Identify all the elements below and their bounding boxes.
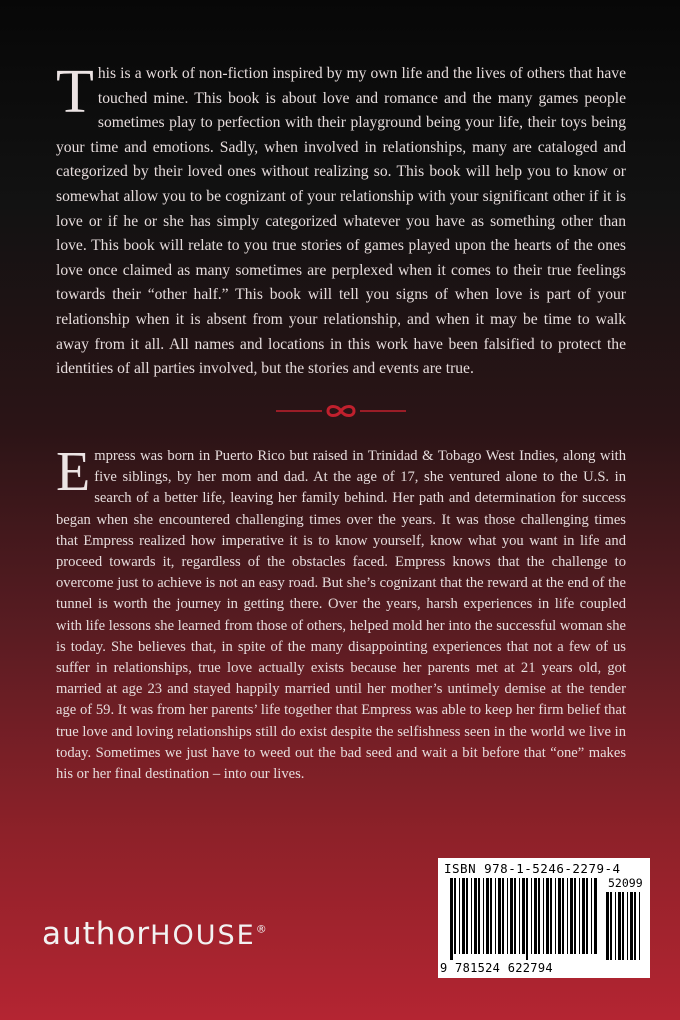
barcode-bar — [579, 878, 580, 954]
barcode-bar — [555, 878, 556, 954]
bio-drop-cap: E — [56, 441, 91, 503]
barcode-bar — [610, 892, 612, 960]
barcode-bar — [618, 892, 621, 960]
barcode-bar — [519, 878, 520, 954]
blurb-drop-cap: T — [56, 58, 94, 126]
barcode-bar — [550, 878, 552, 954]
barcode-bar — [486, 878, 489, 954]
main-barcode-bars — [450, 878, 600, 960]
infinity-divider — [276, 402, 406, 420]
registered-mark: ® — [255, 922, 268, 936]
barcode-bar — [586, 878, 588, 954]
barcode-bar — [546, 878, 549, 954]
publisher-logo — [42, 916, 268, 952]
barcode-bar — [615, 892, 616, 960]
barcode-bar — [606, 892, 609, 960]
barcode-bar — [567, 878, 568, 954]
isbn-barcode — [438, 858, 650, 978]
barcode-bar — [474, 878, 477, 954]
barcode-bar — [490, 878, 492, 954]
barcode-bar — [471, 878, 472, 954]
barcode-bar — [538, 878, 540, 954]
barcode-bar — [582, 878, 585, 954]
barcode-bar — [498, 878, 501, 954]
barcode-bar — [507, 878, 508, 954]
barcode-bar — [510, 878, 513, 954]
addon-number: 52099 — [608, 876, 643, 890]
barcode-bar — [622, 892, 624, 960]
infinity-icon — [328, 407, 354, 416]
barcode-bar — [627, 892, 628, 960]
barcode-bar — [466, 878, 468, 954]
barcode-bar — [591, 878, 592, 954]
barcode-bar — [514, 878, 516, 954]
barcode-bar — [495, 878, 496, 954]
barcode-bar — [454, 878, 456, 954]
blurb-paragraph — [56, 58, 626, 382]
blurb-text: his is a work of non-fiction inspired by my own life and the lives of others that have touched mine. This book is about love and romance and the many games people sometimes play to perfection with their playground being your life, their toys being your time and emotions. Sadly, when involved in relationships, many are cataloged and categorized by their loved ones without realizing so. This book will help you to know or somewhat allow you to be cognizant of your relationship with your significant other if it is love or if he or she has simply categorized whatever you have as something other than love. This book will relate to you true stories of games played upon the hearts of the ones love once claimed as many sometimes are perplexed when it comes to their true feelings towards their “other half.” This book will tell you signs of when love is part of your relationship when it is absent from your relationship, and when it may be time to walk away from it all. All names and locations in this work have been falsified to protect the identities of all parties involved, but the stories and events are true. — [56, 65, 626, 378]
barcode-bar — [534, 878, 537, 954]
barcode-bar — [570, 878, 573, 954]
barcode-bar — [531, 878, 532, 954]
barcode-bar — [502, 878, 504, 954]
barcode-bar — [574, 878, 576, 954]
barcode-bar — [459, 878, 460, 954]
barcode-bar — [639, 892, 640, 960]
logo-author: author — [42, 916, 151, 952]
barcode-bar — [630, 892, 633, 960]
isbn-label: ISBN 978-1-5246-2279-4 — [444, 861, 621, 876]
barcode-bar — [562, 878, 564, 954]
barcode-bar — [543, 878, 544, 954]
bio-text: mpress was born in Puerto Rico but raised in Trinidad & Tobago West Indies, along with five siblings, by her mom and dad. At the age of 17, she ventured alone to the U.S. in search of a better life, leaving her family behind. Her path and determination for success began when she encountered challenging times over the years. It was those challenging times that Empress realized how imperative it is to know yourself, know what you want in life and proceed towards it, regardless of the obstacles faced. Empress knows that the challenge to overcome just to achieve is not an easy road. But she’s cognizant that the reward at the end of the tunnel is worth the journey in getting there. Over the years, harsh experiences in life coupled with life lessons she learned from those of others, helped mold her into the successful woman she is today. She believes that, in spite of the many disappointing experiences that not a few of us suffer in relationships, true love actually exists because her parents met at 21 years old, got married at age 23 and stayed happily married until her mother’s untimely demise at the tender age of 59. It was from her parents’ life together that Empress was able to keep her firm belief that true love and loving relationships still do exist despite the selfishness seen in the world we live in today. Sometimes we just have to weed out the bad seed and wait a bit before that “one” makes his or her final destination – into our lives. — [56, 448, 626, 783]
barcode-bar — [526, 878, 528, 960]
barcode-bar — [483, 878, 484, 954]
addon-barcode-bars — [606, 892, 644, 960]
author-bio-paragraph — [56, 441, 626, 785]
barcode-bar — [594, 878, 597, 954]
barcode-bar — [450, 878, 453, 960]
barcode-digits: 9 781524 622794 — [440, 961, 553, 975]
barcode-bar — [478, 878, 480, 954]
barcode-bar — [462, 878, 465, 954]
barcode-bar — [522, 878, 525, 954]
barcode-bar — [558, 878, 561, 954]
barcode-bar — [634, 892, 636, 960]
logo-house: HOUSE — [150, 920, 256, 951]
